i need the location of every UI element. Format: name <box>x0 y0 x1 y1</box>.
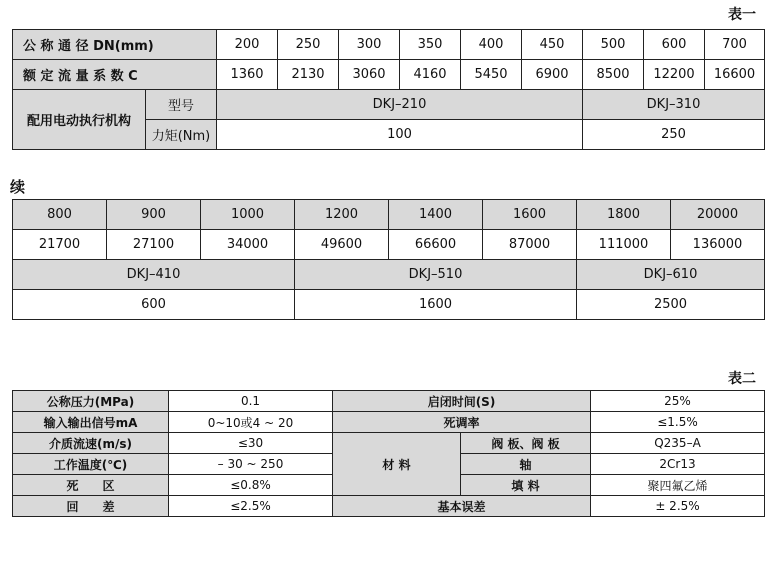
c-label: 额 定 流 量 系 数 C <box>13 60 217 90</box>
spec-row <box>13 496 765 517</box>
cont-torque: 1600 <box>295 290 577 320</box>
spec-value: ≤1.5% <box>591 412 765 433</box>
torque-label: 力矩(Nm) <box>146 120 217 150</box>
cont-torque: 2500 <box>577 290 765 320</box>
cont-model-row <box>13 260 765 290</box>
model-b: DKJ–310 <box>583 90 765 120</box>
spec-value: ≤0.8% <box>169 475 333 496</box>
model-a: DKJ–210 <box>217 90 583 120</box>
spec-key: 公称压力(MPa) <box>13 391 169 412</box>
spec-value: ± 2.5% <box>591 496 765 517</box>
cont-torque: 600 <box>13 290 295 320</box>
cont-dn-cell: 900 <box>107 200 201 230</box>
c-cell: 12200 <box>644 60 705 90</box>
c-cell: 1360 <box>217 60 278 90</box>
cont-dn-cell: 1800 <box>577 200 671 230</box>
cont-model: DKJ–610 <box>577 260 765 290</box>
table1-tag: 表一 <box>728 7 756 23</box>
cont-c-cell: 34000 <box>201 230 295 260</box>
c-cell: 16600 <box>705 60 765 90</box>
dn-cell: 200 <box>217 30 278 60</box>
spec-key: 介质流速(m/s) <box>13 433 169 454</box>
spec-value: 2Cr13 <box>591 454 765 475</box>
spec-key: 基本误差 <box>333 496 591 517</box>
model-row <box>13 90 765 120</box>
material-label: 材 料 <box>333 433 461 496</box>
spec-key: 回 差 <box>13 496 169 517</box>
spec-value: 聚四氟乙烯 <box>591 475 765 496</box>
spec-row <box>13 433 765 454</box>
table2 <box>12 390 765 517</box>
spec-value: 0.1 <box>169 391 333 412</box>
dn-cell: 250 <box>278 30 339 60</box>
c-cell: 8500 <box>583 60 644 90</box>
cont-torque-row <box>13 290 765 320</box>
cont-dn-cell: 1200 <box>295 200 389 230</box>
spec-value: 25% <box>591 391 765 412</box>
dn-cell: 500 <box>583 30 644 60</box>
spec-key: 死调率 <box>333 412 591 433</box>
spec-key: 工作温度(℃) <box>13 454 169 475</box>
spec-row <box>13 412 765 433</box>
c-cell: 2130 <box>278 60 339 90</box>
dn-cell: 350 <box>400 30 461 60</box>
spec-key: 死 区 <box>13 475 169 496</box>
actuator-label: 配用电动执行机构 <box>13 90 146 150</box>
dn-cell: 400 <box>461 30 522 60</box>
cont-c-cell: 21700 <box>13 230 107 260</box>
cont-dn-cell: 20000 <box>671 200 765 230</box>
c-cell: 5450 <box>461 60 522 90</box>
cont-c-row <box>13 230 765 260</box>
model-label: 型号 <box>146 90 217 120</box>
cont-c-cell: 49600 <box>295 230 389 260</box>
cont-c-cell: 66600 <box>389 230 483 260</box>
table2-tag: 表二 <box>728 371 756 387</box>
cont-model: DKJ–410 <box>13 260 295 290</box>
cont-c-cell: 87000 <box>483 230 577 260</box>
spec-row <box>13 391 765 412</box>
c-cell: 6900 <box>522 60 583 90</box>
cont-dn-row <box>13 200 765 230</box>
c-cell: 4160 <box>400 60 461 90</box>
cont-dn-cell: 1400 <box>389 200 483 230</box>
spec-key: 填 料 <box>461 475 591 496</box>
table1-cont-tag: 续 <box>10 178 26 196</box>
spec-key: 阀 板、阀 板 <box>461 433 591 454</box>
spec-value: ≤30 <box>169 433 333 454</box>
cont-dn-cell: 800 <box>13 200 107 230</box>
cont-model: DKJ–510 <box>295 260 577 290</box>
cont-c-cell: 136000 <box>671 230 765 260</box>
dn-cell: 300 <box>339 30 400 60</box>
spec-key: 输入输出信号mA <box>13 412 169 433</box>
spec-value: ≤2.5% <box>169 496 333 517</box>
spec-key: 轴 <box>461 454 591 475</box>
torque-b: 250 <box>583 120 765 150</box>
spec-value: 0~10或4 ~ 20 <box>169 412 333 433</box>
cont-dn-cell: 1000 <box>201 200 295 230</box>
cont-dn-cell: 1600 <box>483 200 577 230</box>
dn-cell: 700 <box>705 30 765 60</box>
spec-value: – 30 ~ 250 <box>169 454 333 475</box>
cont-c-cell: 27100 <box>107 230 201 260</box>
table1 <box>12 29 765 150</box>
table1-continued <box>12 199 765 320</box>
dn-label: 公 称 通 径 DN(mm) <box>13 30 217 60</box>
dn-cell: 450 <box>522 30 583 60</box>
spec-key: 启闭时间(S) <box>333 391 591 412</box>
torque-a: 100 <box>217 120 583 150</box>
c-cell: 3060 <box>339 60 400 90</box>
cont-c-cell: 111000 <box>577 230 671 260</box>
dn-cell: 600 <box>644 30 705 60</box>
dn-row <box>13 30 765 60</box>
spec-value: Q235–A <box>591 433 765 454</box>
c-row <box>13 60 765 90</box>
